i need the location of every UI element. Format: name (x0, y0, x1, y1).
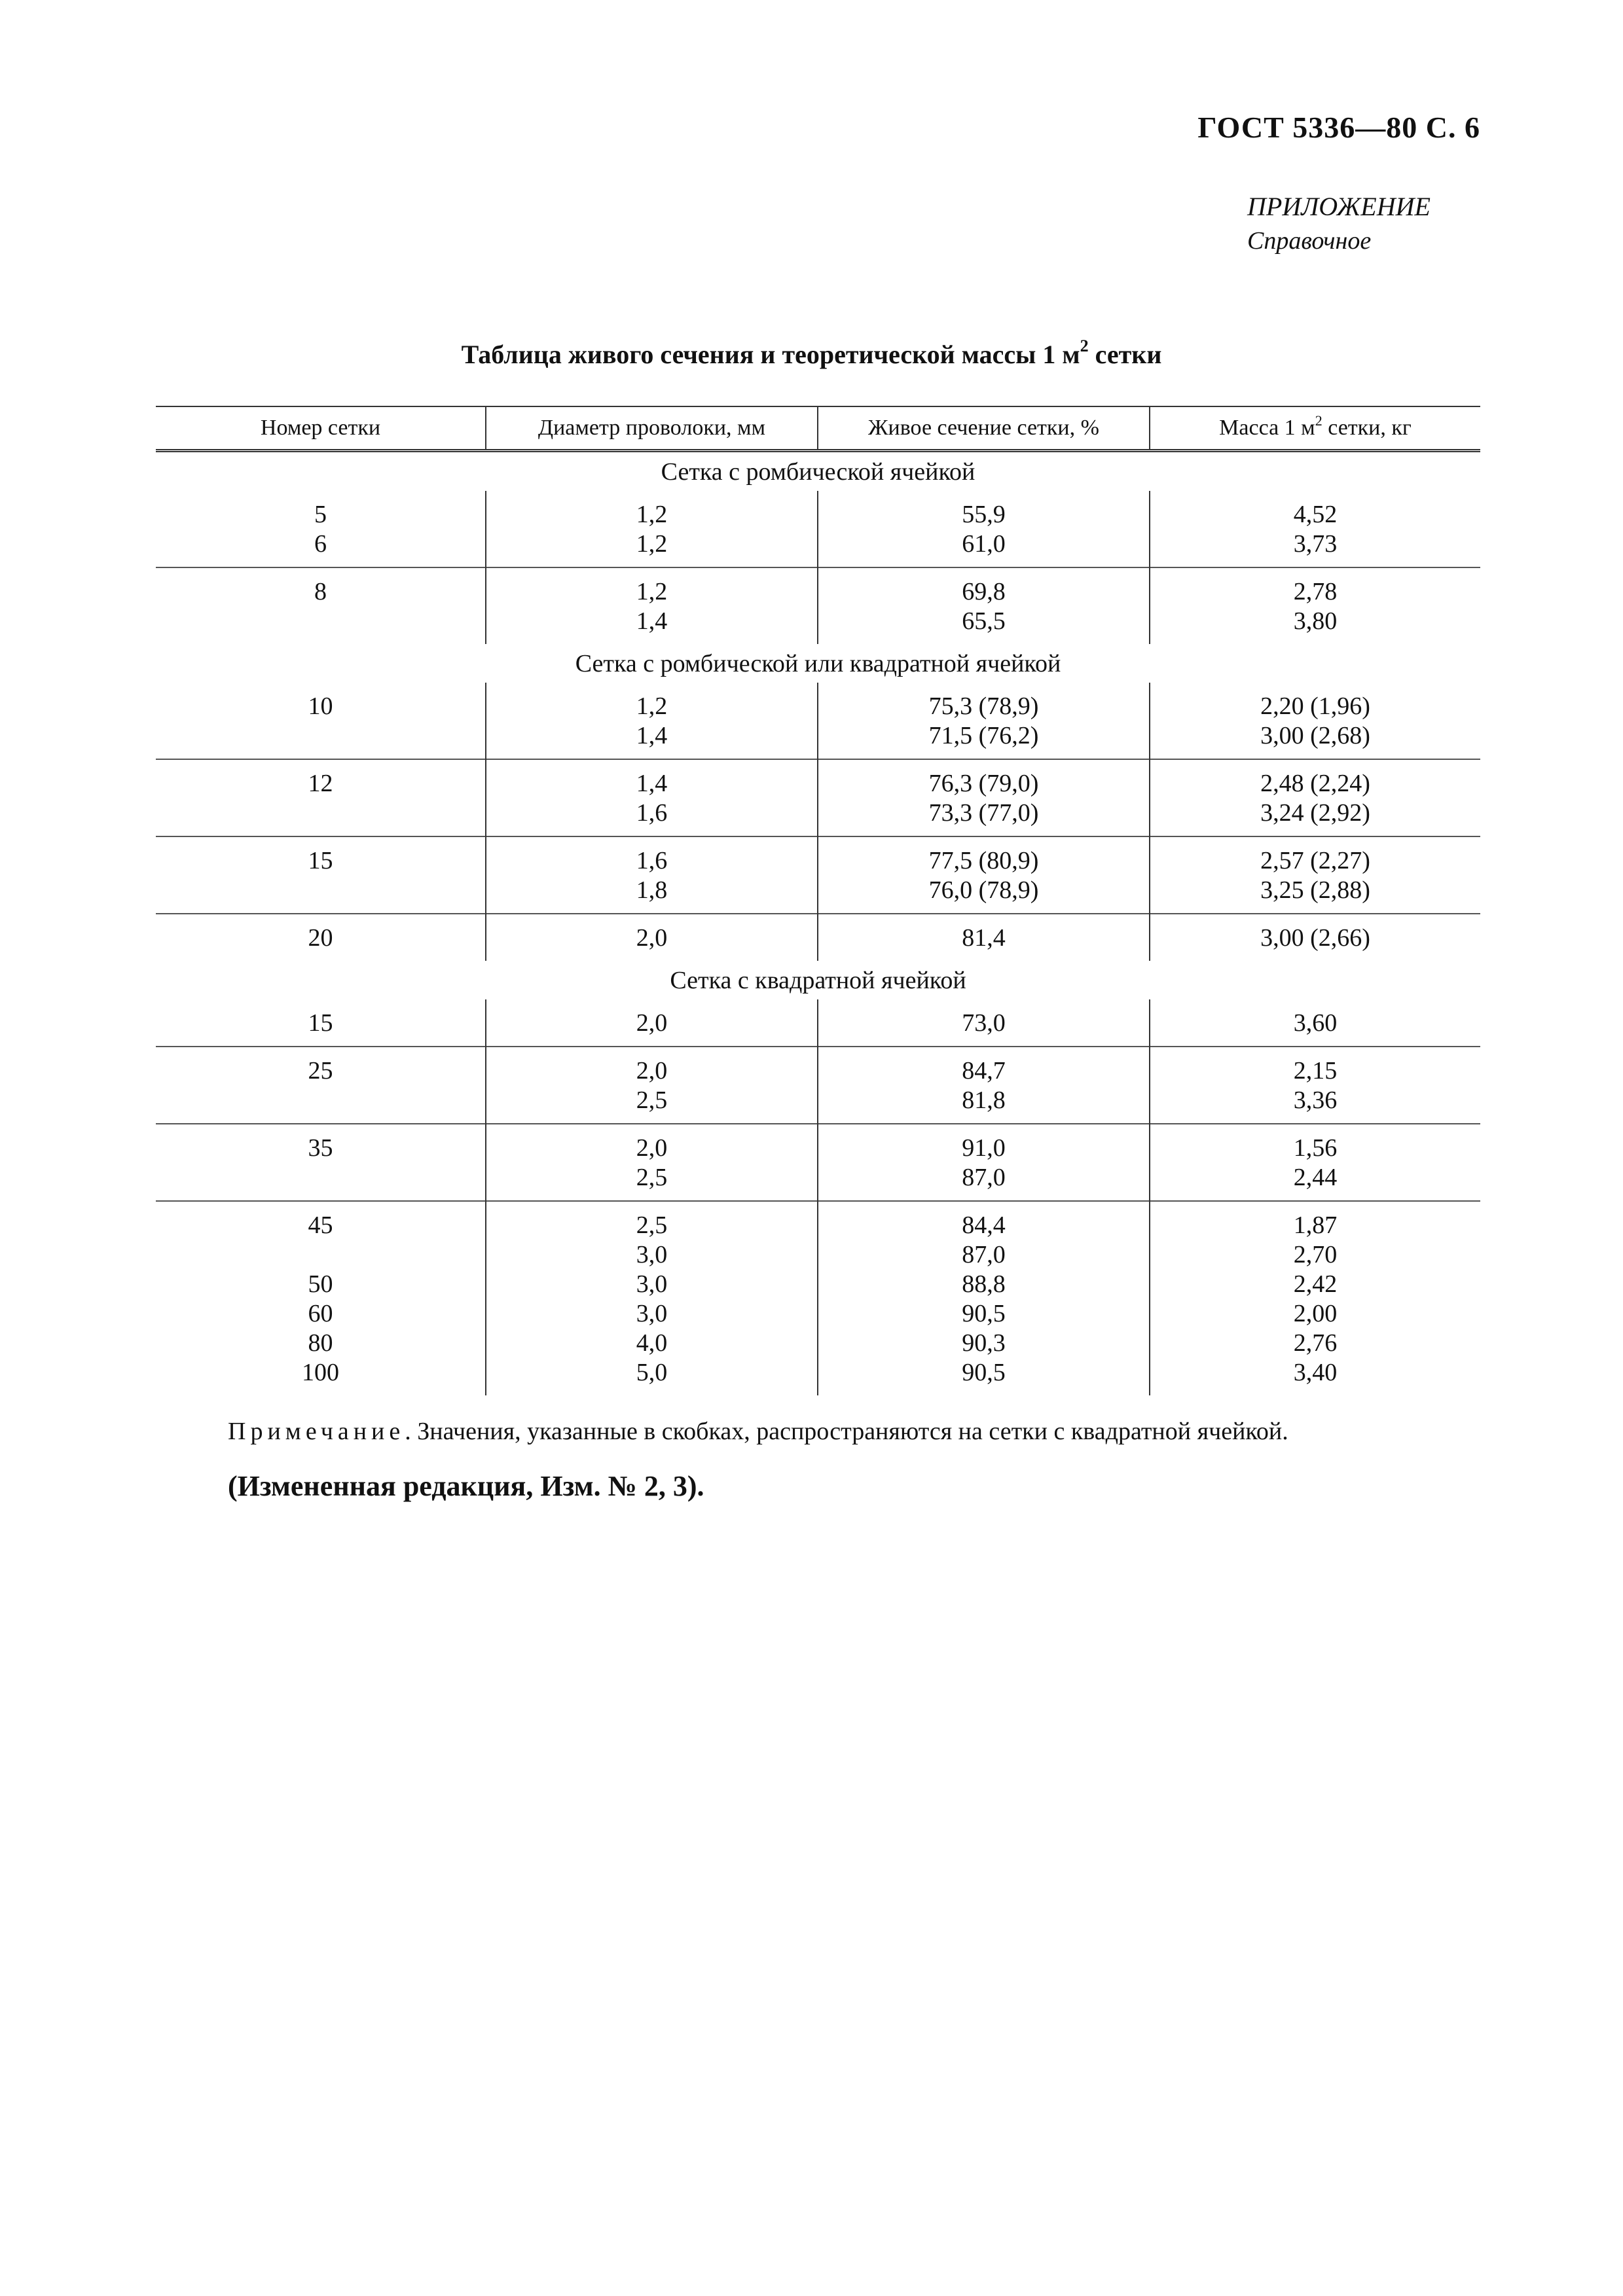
table-row (156, 999, 1480, 1047)
cell-diameter (486, 999, 818, 1047)
cell-number-line (156, 607, 485, 636)
cell-open-area-line: 76,3 (79,0) (928, 770, 1039, 797)
cell-diameter-line: 2,5 (636, 1211, 668, 1239)
cell-diameter-line: 3,0 (636, 1270, 668, 1298)
cell-open-area-line: 81,8 (962, 1086, 1006, 1114)
table-row (156, 914, 1480, 961)
cell-mass-line: 2,57 (2,27) (1260, 847, 1370, 874)
cell-number (156, 759, 486, 836)
cell-open-area-line: 55,9 (962, 501, 1006, 528)
table-header-row (156, 406, 1480, 451)
cell-mass-line: 2,76 (1293, 1329, 1338, 1357)
amendment-note: (Измененная редакция, Изм. № 2, 3). (228, 1470, 704, 1502)
cell-diameter-line: 1,2 (636, 692, 668, 720)
cell-mass-line: 3,00 (2,68) (1260, 722, 1370, 749)
section-title: Сетка с квадратной ячейкой (670, 967, 966, 994)
cell-open-area-line: 81,4 (962, 924, 1006, 952)
cell-number-line (156, 1163, 485, 1193)
appendix-label (1247, 190, 1431, 258)
appendix-subtitle: Справочное (1247, 227, 1372, 255)
table-row (156, 1047, 1480, 1124)
cell-open-area-line: 75,3 (78,9) (928, 692, 1039, 720)
cell-diameter-line: 1,6 (636, 799, 668, 827)
cell-mass-line: 3,36 (1293, 1086, 1338, 1114)
cell-diameter-line: 2,0 (636, 1009, 668, 1037)
cell-number-line: 12 (308, 770, 333, 797)
cell-open-area-line: 76,0 (78,9) (928, 876, 1039, 904)
cell-diameter (486, 491, 818, 567)
cell-mass-line: 3,73 (1293, 530, 1338, 558)
cell-open-area (818, 1201, 1150, 1395)
cell-diameter (486, 1124, 818, 1201)
cell-mass-line: 3,24 (2,92) (1260, 799, 1370, 827)
cell-diameter-line: 2,0 (636, 1134, 668, 1162)
table-row (156, 491, 1480, 567)
cell-diameter (486, 914, 818, 961)
cell-open-area (818, 567, 1150, 644)
cell-mass (1150, 491, 1480, 567)
cell-diameter-line: 2,0 (636, 924, 668, 952)
cell-number-line: 60 (308, 1300, 333, 1327)
cell-diameter-line: 3,0 (636, 1241, 668, 1268)
cell-open-area (818, 836, 1150, 914)
column-header-number: Номер сетки (156, 406, 486, 451)
cell-mass-line: 2,48 (2,24) (1260, 770, 1370, 797)
cell-number (156, 999, 486, 1047)
cell-open-area-line: 84,4 (962, 1211, 1006, 1239)
cell-mass (1150, 1124, 1480, 1201)
cell-open-area-line: 73,3 (77,0) (928, 799, 1039, 827)
cell-mass-line: 3,80 (1293, 607, 1338, 635)
column-header-mass (1150, 406, 1480, 451)
cell-diameter-line: 1,2 (636, 501, 668, 528)
cell-number-line (156, 1086, 485, 1115)
cell-mass-line: 2,42 (1293, 1270, 1338, 1298)
cell-diameter (486, 683, 818, 759)
cell-open-area-line: 73,0 (962, 1009, 1006, 1037)
table-row (156, 567, 1480, 644)
cell-diameter (486, 567, 818, 644)
table-title-sup: 2 (1080, 336, 1089, 355)
column-header-mass-tail: сетки, кг (1322, 416, 1412, 440)
cell-open-area (818, 1124, 1150, 1201)
cell-open-area-line: 90,5 (962, 1300, 1006, 1327)
table-body (156, 451, 1480, 1396)
cell-diameter (486, 1047, 818, 1124)
cell-open-area-line: 88,8 (962, 1270, 1006, 1298)
cell-mass-line: 2,20 (1,96) (1260, 692, 1370, 720)
appendix-title: ПРИЛОЖЕНИЕ (1247, 192, 1431, 221)
cell-diameter-line: 1,2 (636, 578, 668, 605)
cell-mass (1150, 914, 1480, 961)
cell-number-line: 45 (308, 1211, 333, 1239)
cell-diameter-line: 2,5 (636, 1086, 668, 1114)
cell-open-area-line: 90,5 (962, 1359, 1006, 1386)
cell-open-area-line: 91,0 (962, 1134, 1006, 1162)
cell-open-area-line: 65,5 (962, 607, 1006, 635)
table-row (156, 683, 1480, 759)
cell-number-line: 6 (314, 530, 327, 558)
cell-diameter-line: 1,4 (636, 722, 668, 749)
cell-mass-line: 2,00 (1293, 1300, 1338, 1327)
cell-mass-line: 2,78 (1293, 578, 1338, 605)
cell-open-area (818, 491, 1150, 567)
table-row (156, 1201, 1480, 1395)
cell-open-area (818, 999, 1150, 1047)
cell-open-area-line: 77,5 (80,9) (928, 847, 1039, 874)
cell-number (156, 1124, 486, 1201)
cell-mass-line: 3,00 (2,66) (1260, 924, 1370, 952)
cell-mass-line: 2,70 (1293, 1241, 1338, 1268)
column-header-mass-main: Масса 1 м (1219, 416, 1315, 440)
section-title-row (156, 961, 1480, 999)
cell-number (156, 1201, 486, 1395)
cell-number-line: 15 (308, 1009, 333, 1037)
cell-number-line: 10 (308, 692, 333, 720)
cell-number-line: 100 (302, 1359, 339, 1386)
cell-open-area-line: 61,0 (962, 530, 1006, 558)
cell-open-area-line: 87,0 (962, 1164, 1006, 1191)
cell-open-area-line: 69,8 (962, 578, 1006, 605)
cell-number (156, 683, 486, 759)
cell-number-line: 8 (314, 578, 327, 605)
cell-number (156, 1047, 486, 1124)
cell-mass (1150, 683, 1480, 759)
table-row (156, 759, 1480, 836)
cell-diameter-line: 4,0 (636, 1329, 668, 1357)
cell-diameter-line: 3,0 (636, 1300, 668, 1327)
section-title: Сетка с ромбической или квадратной ячейкой (575, 650, 1061, 677)
cell-mass (1150, 759, 1480, 836)
cell-diameter-line: 1,4 (636, 607, 668, 635)
cell-diameter (486, 1201, 818, 1395)
section-title-row (156, 451, 1480, 492)
cell-number (156, 914, 486, 961)
cell-number-line: 50 (308, 1270, 333, 1298)
cell-diameter-line: 5,0 (636, 1359, 668, 1386)
column-header-diameter: Диаметр проволоки, мм (486, 406, 818, 451)
cell-open-area-line: 84,7 (962, 1057, 1006, 1085)
cell-open-area-line: 90,3 (962, 1329, 1006, 1357)
section-title-row (156, 644, 1480, 683)
cell-number (156, 836, 486, 914)
cell-number-line: 20 (308, 924, 333, 952)
table-title-tail: сетки (1088, 340, 1162, 369)
cell-diameter-line: 1,4 (636, 770, 668, 797)
cell-mass-line: 3,25 (2,88) (1260, 876, 1370, 904)
cell-open-area-line: 71,5 (76,2) (928, 722, 1039, 749)
cell-diameter-line: 2,5 (636, 1164, 668, 1191)
cell-number-line (156, 721, 485, 751)
cell-mass (1150, 567, 1480, 644)
cell-mass-line: 1,56 (1293, 1134, 1338, 1162)
cell-diameter (486, 836, 818, 914)
cell-mass-line: 3,40 (1293, 1359, 1338, 1386)
table-row (156, 1124, 1480, 1201)
cell-number-line (156, 1240, 485, 1270)
cell-diameter (486, 759, 818, 836)
cell-diameter-line: 1,6 (636, 847, 668, 874)
cell-open-area-line: 87,0 (962, 1241, 1006, 1268)
cell-open-area (818, 1047, 1150, 1124)
cell-number-line (156, 876, 485, 905)
cell-open-area (818, 683, 1150, 759)
cell-mass-line: 4,52 (1293, 501, 1338, 528)
table-title (0, 336, 1623, 370)
cell-mass-line: 2,15 (1293, 1057, 1338, 1085)
note-text: . Значения, указанные в скобках, распространяются на сетки с квадратной ячейкой. (405, 1418, 1288, 1445)
table-note (228, 1417, 1288, 1446)
cell-mass (1150, 1047, 1480, 1124)
cell-number-line: 35 (308, 1134, 333, 1162)
cell-mass-line: 2,44 (1293, 1164, 1338, 1191)
cell-number-line (156, 798, 485, 828)
cell-open-area (818, 759, 1150, 836)
note-label: Примечание (228, 1418, 405, 1445)
section-title: Сетка с ромбической ячейкой (661, 458, 976, 486)
table-title-main: Таблица живого сечения и теоретической массы 1 м (461, 340, 1080, 369)
cell-number-line: 5 (314, 501, 327, 528)
cell-number (156, 491, 486, 567)
cell-diameter-line: 1,2 (636, 530, 668, 558)
cell-number-line: 80 (308, 1329, 333, 1357)
cell-diameter-line: 1,8 (636, 876, 668, 904)
page-header: ГОСТ 5336—80 С. 6 (1197, 111, 1480, 144)
cell-open-area (818, 914, 1150, 961)
cell-mass (1150, 999, 1480, 1047)
cell-number-line: 25 (308, 1057, 333, 1085)
cell-number-line: 15 (308, 847, 333, 874)
cell-mass (1150, 836, 1480, 914)
cell-mass (1150, 1201, 1480, 1395)
cell-number (156, 567, 486, 644)
cell-mass-line: 3,60 (1293, 1009, 1338, 1037)
column-header-mass-sup: 2 (1315, 412, 1322, 429)
column-header-open-area: Живое сечение сетки, % (818, 406, 1150, 451)
data-table (156, 406, 1480, 1395)
table-row (156, 836, 1480, 914)
cell-diameter-line: 2,0 (636, 1057, 668, 1085)
cell-mass-line: 1,87 (1293, 1211, 1338, 1239)
